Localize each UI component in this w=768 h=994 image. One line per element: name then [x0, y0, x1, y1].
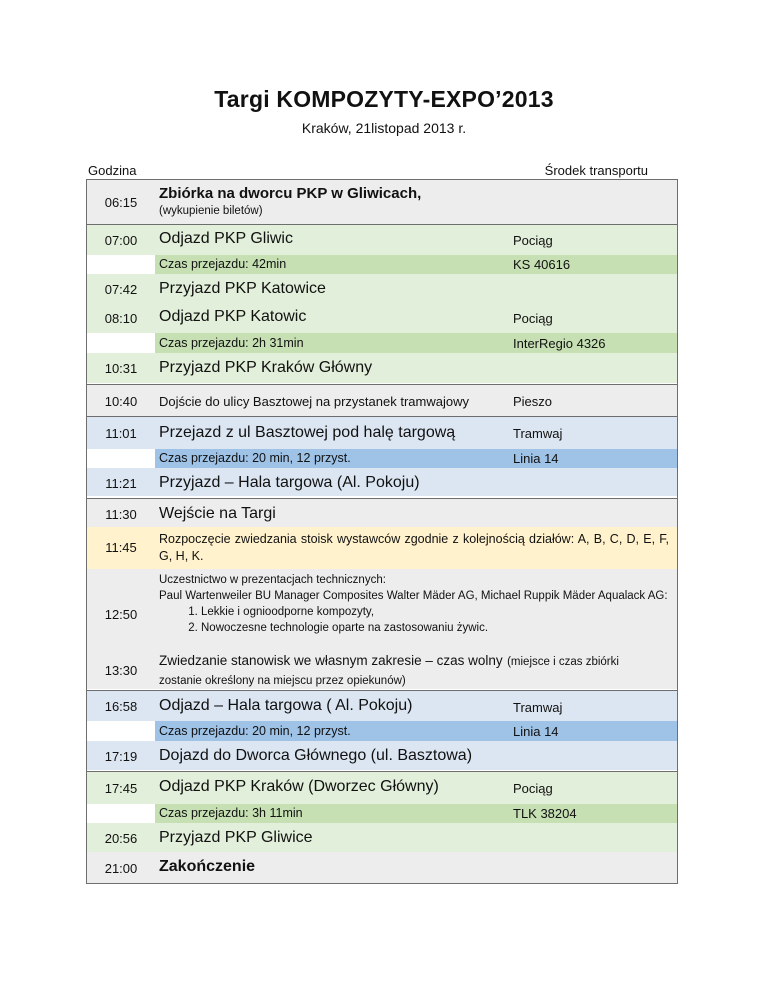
- row-transport: Pieszo: [513, 394, 553, 409]
- row-train-code: KS 40616: [513, 257, 571, 272]
- row-spacer: [87, 804, 155, 823]
- row-time: 10:31: [104, 361, 138, 376]
- row-title: Przyjazd PKP Kraków Główny: [159, 359, 373, 376]
- row-transport: Tramwaj: [513, 426, 563, 441]
- row-time: 21:00: [104, 861, 138, 876]
- row-spacer: [87, 449, 155, 468]
- schedule-row-0810: [87, 303, 677, 333]
- presentation-speakers: Paul Wartenweiler BU Manager Composites Walter Mäder AG, Michael Ruppik Mäder Aqualack AG:: [159, 590, 668, 602]
- row-duration: Czas przejazdu: 20 min, 12 przyst.: [159, 724, 351, 738]
- row-tram-line: Linia 14: [513, 724, 559, 739]
- schedule-row-0700: [87, 225, 677, 255]
- row-transport: Tramwaj: [513, 700, 563, 715]
- row-train-code: TLK 38204: [513, 806, 577, 821]
- row-title: Dojście do ulicy Basztowej na przystanek tramwajowy: [159, 394, 469, 409]
- schedule-row-2056: [87, 823, 677, 852]
- row-time: 06:15: [104, 195, 138, 210]
- list-item: 1. Lekkie i ognioodporne kompozyty,: [201, 604, 669, 620]
- row-duration: Czas przejazdu: 2h 31min: [159, 336, 304, 350]
- schedule-row-1145: [87, 527, 677, 569]
- row-time: 17:45: [104, 781, 138, 796]
- row-title: Zakończenie: [159, 858, 256, 875]
- row-time: 11:01: [105, 426, 137, 441]
- column-header-transport: Środek transportu: [544, 163, 648, 178]
- list-item: 2. Nowoczesne technologie oparte na zastosowaniu żywic.: [201, 620, 669, 636]
- row-time: 16:58: [104, 699, 138, 714]
- schedule-subrow-1101: [87, 449, 677, 468]
- row-time: 07:00: [104, 233, 138, 248]
- row-title: Odjazd PKP Katowic: [159, 308, 307, 325]
- row-train-code: InterRegio 4326: [513, 336, 606, 351]
- row-time: 13:30: [104, 663, 138, 678]
- schedule-row-2100: [87, 852, 677, 883]
- row-time: 10:40: [104, 394, 138, 409]
- row-time: 12:50: [104, 607, 138, 622]
- schedule-row-1745: [87, 772, 677, 804]
- row-spacer: [87, 255, 155, 274]
- row-title: Przyjazd – Hala targowa (Al. Pokoju): [159, 474, 420, 491]
- row-time: 07:42: [104, 282, 138, 297]
- row-time: 17:19: [104, 749, 138, 764]
- row-tram-line: Linia 14: [513, 451, 559, 466]
- row-note: (miejsce i czas zbiórki: [507, 656, 619, 668]
- document-subtitle: Kraków, 21listopad 2013 r.: [301, 120, 467, 136]
- schedule-row-1658: [87, 691, 677, 721]
- row-note: zostanie określony na miejscu przez opiekunów): [159, 675, 406, 687]
- column-header-time: Godzina: [88, 163, 137, 178]
- row-title: Przyjazd PKP Gliwice: [159, 829, 313, 846]
- row-transport: Pociąg: [513, 781, 553, 796]
- row-title: Rozpoczęcie zwiedzania stoisk wystawców zgodnie z kolejnością działów: A, B, C, D, E, F, G, H, K.: [159, 532, 669, 563]
- schedule-row-1031: [87, 353, 677, 383]
- row-spacer: [87, 721, 155, 741]
- row-title: Przejazd z ul Basztowej pod halę targową: [159, 424, 456, 441]
- row-duration: Czas przejazdu: 3h 11min: [159, 806, 303, 820]
- schedule-subrow-0700: [87, 255, 677, 274]
- schedule-row-1130: [87, 499, 677, 527]
- schedule-row-1250: [87, 569, 677, 649]
- row-title: Odjazd PKP Kraków (Dworzec Główny): [159, 778, 439, 795]
- document-title: Targi KOMPOZYTY-EXPO’2013: [214, 86, 554, 112]
- presentation-intro: Uczestnictwo w prezentacjach technicznych:: [159, 574, 386, 586]
- schedule-row-1121: [87, 468, 677, 496]
- row-time: 11:21: [105, 476, 137, 491]
- schedule-subrow-1745: [87, 804, 677, 823]
- row-duration: Czas przejazdu: 20 min, 12 przyst.: [159, 451, 351, 465]
- row-note: (wykupienie biletów): [159, 205, 263, 217]
- row-duration: Czas przejazdu: 42min: [159, 257, 287, 271]
- row-transport: Pociąg: [513, 311, 553, 326]
- row-title: Wejście na Targi: [159, 505, 276, 522]
- schedule-row-0615: [87, 180, 677, 224]
- row-description: [159, 652, 669, 690]
- presentation-details: [159, 572, 669, 636]
- schedule-row-1330: [87, 649, 677, 689]
- schedule-table: [86, 179, 678, 884]
- schedule-row-1101: [87, 417, 677, 449]
- schedule-subrow-0810: [87, 333, 677, 353]
- row-spacer: [87, 333, 155, 353]
- row-title: Zbiórka na dworcu PKP w Gliwicach,: [159, 185, 422, 202]
- row-time: 20:56: [104, 831, 138, 846]
- row-title: Dojazd do Dworca Głównego (ul. Basztowa): [159, 747, 473, 764]
- schedule-subrow-1658: [87, 721, 677, 741]
- row-time: 11:45: [105, 540, 137, 555]
- row-time: 11:30: [105, 507, 137, 522]
- row-title: Zwiedzanie stanowisk we własnym zakresie – czas wolny: [159, 653, 503, 668]
- row-title: Odjazd PKP Gliwic: [159, 230, 293, 247]
- presentation-topics: [159, 604, 669, 636]
- schedule-row-0742: [87, 274, 677, 303]
- row-transport: Pociąg: [513, 233, 553, 248]
- row-title: Odjazd – Hala targowa ( Al. Pokoju): [159, 697, 413, 714]
- schedule-row-1040: [87, 385, 677, 416]
- row-title: Przyjazd PKP Katowice: [159, 280, 326, 297]
- row-time: 08:10: [104, 311, 138, 326]
- schedule-row-1719: [87, 741, 677, 770]
